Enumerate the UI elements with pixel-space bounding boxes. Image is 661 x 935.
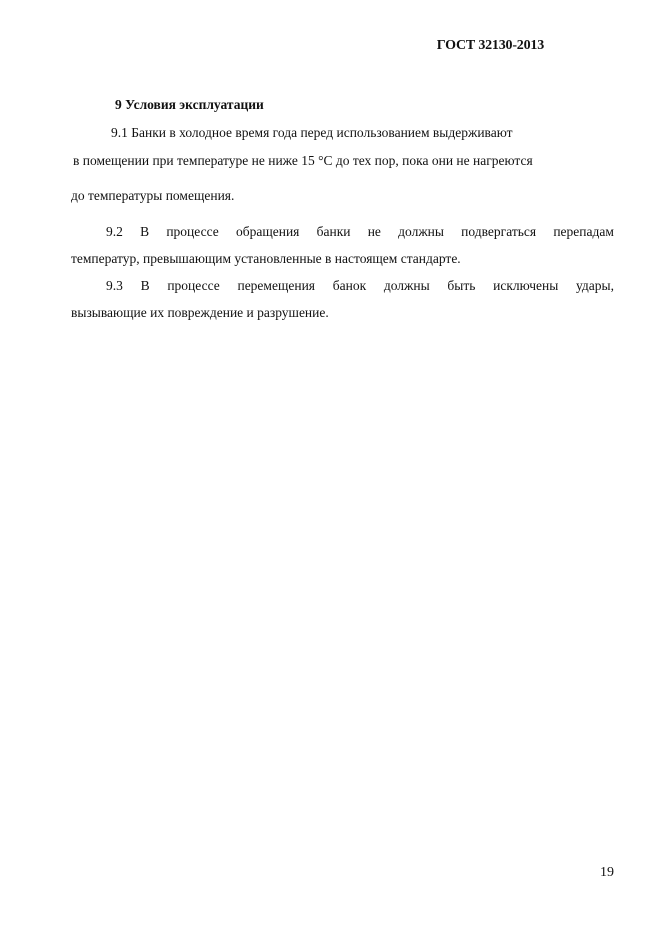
word: банки (316, 224, 351, 239)
word: процессе (166, 224, 219, 239)
section-title: 9 Условия эксплуатации (115, 97, 264, 112)
paragraph-9-1-line-1: 9.1 Банки в холодное время года перед использованием выдерживают (111, 125, 513, 140)
paragraph-9-2-line-2: температур, превышающим установленные в настоящем стандарте. (71, 251, 461, 266)
paragraph-9-3-line-2: вызывающие их повреждение и разрушение. (71, 305, 329, 320)
word: не (367, 224, 381, 239)
word: перепадам (553, 224, 614, 239)
word: 9.2 (106, 224, 123, 239)
word: перемещения (237, 278, 316, 293)
word: должны (398, 224, 444, 239)
word: подвергаться (461, 224, 537, 239)
paragraph-9-3-line-1 (106, 278, 614, 294)
word: процессе (167, 278, 220, 293)
word: 9.3 (106, 278, 123, 293)
word: должны (383, 278, 430, 293)
word: обращения (235, 224, 300, 239)
word: удары, (576, 278, 614, 293)
word: банок (332, 278, 367, 293)
word: быть (447, 278, 476, 293)
word: В (140, 278, 150, 293)
paragraph-9-1-line-3: до температуры помещения. (71, 188, 235, 203)
document-code-header: ГОСТ 32130-2013 (436, 38, 544, 53)
page-number: 19 (600, 865, 614, 880)
word: исключены (493, 278, 559, 293)
paragraph-9-1-line-2: в помещении при температуре не ниже 15 °С до тех пор, пока они не нагреются (73, 153, 533, 168)
word: В (140, 224, 150, 239)
paragraph-9-2-line-1 (106, 224, 614, 240)
